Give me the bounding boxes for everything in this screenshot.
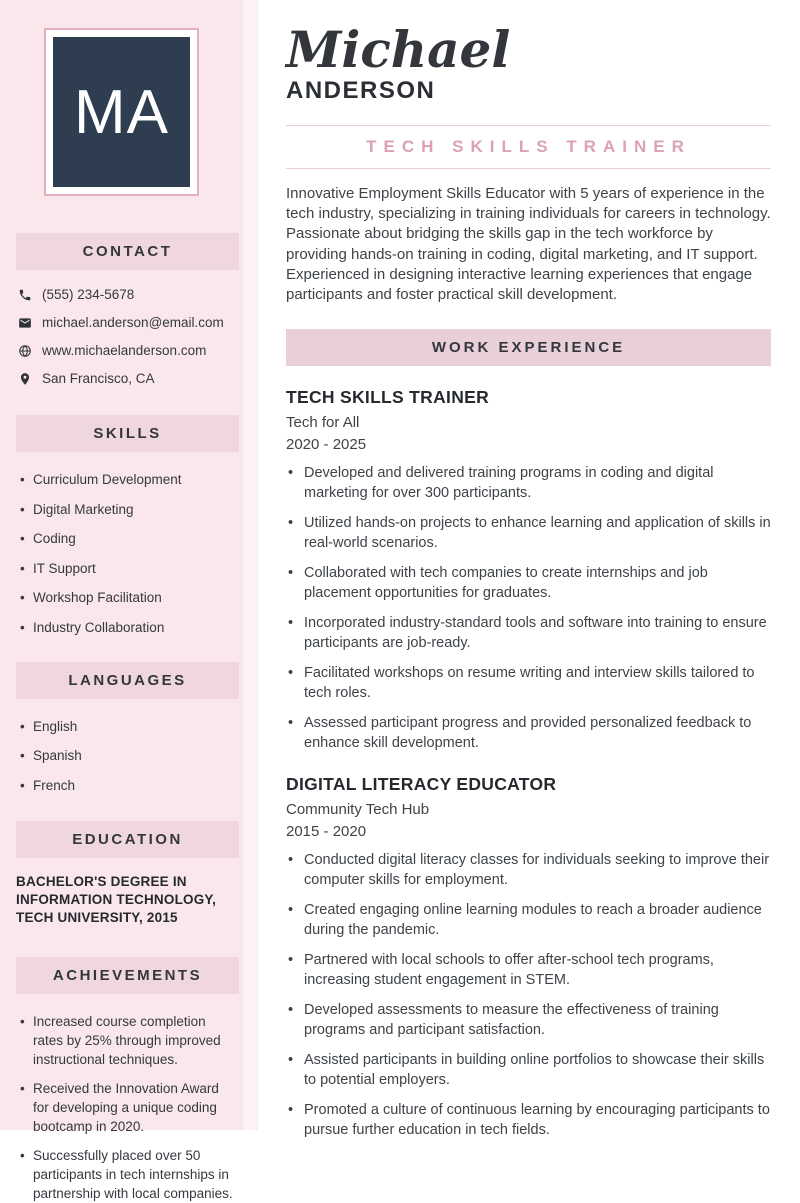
job-company: Community Tech Hub — [286, 801, 430, 819]
achievements-list — [20, 1012, 235, 1203]
contact-section-header — [16, 233, 239, 270]
achievement-item: • Successfully placed over 50 participants in tech internships in partnership with local companies. — [20, 1146, 235, 1203]
job-company: Tech for All — [286, 414, 360, 432]
job-role: DIGITAL LITERACY EDUCATOR — [286, 774, 557, 795]
job-dates: 2015 - 2020 — [286, 823, 367, 841]
job-bullet: • Partnered with local schools to offer after-school tech programs, increasing student engagement in STEM. — [286, 951, 771, 990]
main-content — [258, 0, 800, 1138]
phone-icon — [18, 288, 32, 302]
contact-item-email — [18, 315, 235, 330]
contact-section-title: CONTACT — [82, 243, 173, 260]
first-name: Michael — [286, 20, 511, 79]
language-item: • English — [20, 717, 235, 736]
education-degree: BACHELOR'S DEGREE IN INFORMATION TECHNOLOGY, TECH UNIVERSITY, 2015 — [16, 873, 217, 925]
avatar-initials-box — [53, 37, 190, 187]
contact-phone-text: (555) 234-5678 — [42, 287, 135, 302]
globe-icon — [18, 344, 32, 358]
language-item: • French — [20, 776, 235, 795]
contact-email-text[interactable]: michael.anderson@email.com — [42, 315, 224, 330]
job-bullet-list — [286, 464, 771, 753]
job-bullet: • Conducted digital literacy classes for individuals seeking to improve their computer skills for employment. — [286, 851, 771, 890]
languages-section-header — [16, 662, 239, 699]
achievement-item: • Received the Innovation Award for developing a unique coding bootcamp in 2020. — [20, 1079, 235, 1136]
sidebar-divider — [243, 0, 258, 1130]
skill-item: • IT Support — [20, 559, 235, 578]
skill-item: • Digital Marketing — [20, 500, 235, 519]
contact-website-text[interactable]: www.michaelanderson.com — [42, 343, 207, 358]
job-bullet: • Created engaging online learning modules to reach a broader audience during the pandemic. — [286, 901, 771, 940]
job-bullet: • Incorporated industry-standard tools and software into training to ensure participants are job-ready. — [286, 614, 771, 653]
profile-summary: Innovative Employment Skills Educator with 5 years of experience in the tech industry, specializing in training individuals for careers in technology. Passionate about bridging the skills gap in the tech workforce by providing hands-on training in coding, digital marketing, and IT support. Experienced in designing interactive learning experiences that engage participants and foster practical skill development. — [286, 185, 771, 304]
job-dates: 2020 - 2025 — [286, 436, 367, 454]
skills-list — [20, 470, 235, 637]
avatar-initials: MA — [74, 77, 169, 147]
job-role: TECH SKILLS TRAINER — [286, 387, 490, 408]
skill-item: • Coding — [20, 529, 235, 548]
job-title-heading: TECH SKILLS TRAINER — [366, 137, 691, 156]
sidebar — [0, 0, 243, 1201]
work-experience-header: WORK EXPERIENCE — [286, 329, 771, 366]
skills-section-header — [16, 415, 239, 452]
job-bullet: • Collaborated with tech companies to create internships and job placement opportunities for graduates. — [286, 564, 771, 603]
education-section-header — [16, 821, 239, 858]
skills-section-title: SKILLS — [93, 425, 162, 442]
achievement-item: • Increased course completion rates by 25% through improved instructional techniques. — [20, 1012, 235, 1069]
language-item: • Spanish — [20, 746, 235, 765]
job-entry — [286, 774, 771, 1140]
languages-list — [20, 717, 235, 795]
job-bullet: • Promoted a culture of continuous learning by encouraging participants to pursue further education in tech fields. — [286, 1101, 771, 1140]
contact-list — [18, 287, 235, 386]
skill-item: • Industry Collaboration — [20, 618, 235, 637]
job-bullet: • Developed assessments to measure the effectiveness of training programs and participant satisfaction. — [286, 1001, 771, 1040]
contact-item-location — [18, 371, 235, 386]
email-icon — [18, 316, 32, 330]
education-section-title: EDUCATION — [72, 830, 183, 848]
last-name: ANDERSON — [286, 77, 436, 104]
job-entry — [286, 387, 771, 753]
skill-item: • Workshop Facilitation — [20, 588, 235, 607]
contact-item-phone — [18, 287, 235, 302]
contact-item-website — [18, 343, 235, 358]
job-bullet: • Assisted participants in building online portfolios to showcase their skills to potential employers. — [286, 1051, 771, 1090]
job-bullet: • Developed and delivered training programs in coding and digital marketing for over 300 participants. — [286, 464, 771, 503]
job-bullet: • Facilitated workshops on resume writing and interview skills tailored to tech roles. — [286, 664, 771, 703]
contact-location-text: San Francisco, CA — [42, 371, 155, 386]
job-bullet: • Assessed participant progress and provided personalized feedback to enhance skill development. — [286, 714, 771, 753]
achievements-section-header — [16, 957, 239, 994]
avatar — [44, 28, 199, 196]
skill-item: • Curriculum Development — [20, 470, 235, 489]
achievements-section-title: ACHIEVEMENTS — [52, 966, 203, 984]
languages-section-title: LANGUAGES — [68, 671, 187, 689]
divider-line — [286, 168, 771, 169]
location-icon — [18, 372, 32, 386]
job-bullet-list — [286, 851, 771, 1140]
job-bullet: • Utilized hands-on projects to enhance learning and application of skills in real-world scenarios. — [286, 514, 771, 553]
